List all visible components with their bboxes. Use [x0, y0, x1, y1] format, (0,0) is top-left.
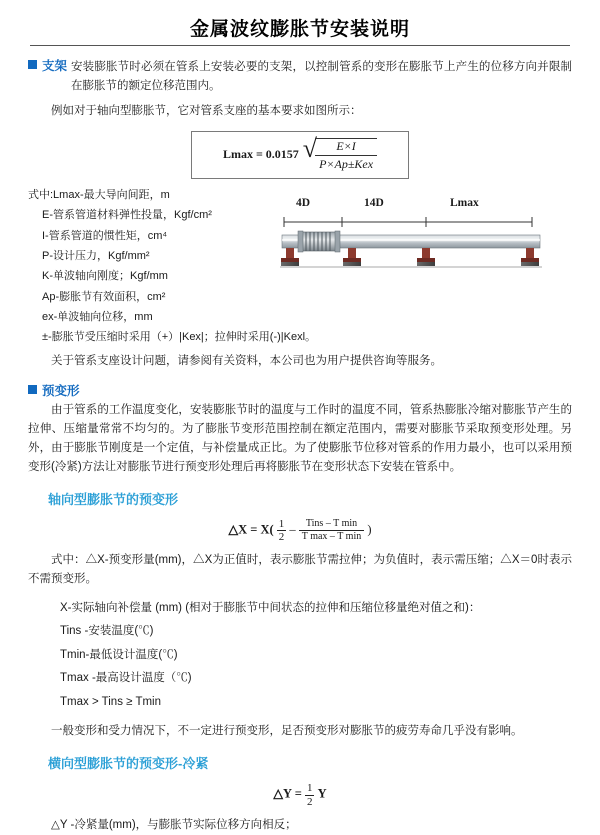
formula-temp-denominator: T max – T min	[301, 530, 362, 542]
definition-item: K-单波轴向刚度；Kgf/mm	[42, 270, 168, 283]
page-title: 金属波纹膨胀节安装说明	[189, 19, 410, 40]
symbol-item: Tmax -最高设计温度（℃)	[60, 672, 192, 685]
section-predeform-paragraph: 由于管系的工作温度变化，安装膨胀节时的温度与工作时的温度不同，管系热膨胀冷缩对膨胀节产生的拉伸、压缩量常常不均匀的。为了膨胀节变形范围控制在额定范围内，需要对膨胀节采取预变形处理。另外，由于膨胀节刚度是一个定值，与补偿量成正比。为了使膨胀节位移对管系的作用力最小，也可以采用预变形(冷紧)方法让对膨胀节进行预变形处理后再将膨胀节在变形状态下安装在管系中。	[28, 403, 572, 473]
formula-temp-fraction	[299, 518, 364, 542]
document-page	[0, 14, 600, 831]
axial-predeform-explain: 式中：△X-预变形量(mm)，△X为正值时，表示膨胀节需拉伸；为负值时，表示需压缩；△X＝0时表示不需预变形。	[28, 553, 572, 585]
section-support-paragraph2: 例如对于轴向型膨胀节，它对管系支座的基本要求如图所示：	[51, 104, 362, 117]
title-divider	[30, 45, 570, 46]
symbol-item: Tmin-最低设计温度(℃)	[60, 648, 178, 661]
definition-item: ex-单波轴向位移，mm	[42, 310, 153, 323]
lateral-predeform-explain: △Y -冷紧量(mm)，与膨胀节实际位移方向相反；	[51, 818, 297, 831]
radical-icon: √	[302, 133, 318, 163]
symbol-item: Tins -安装温度(℃)	[60, 625, 154, 638]
section-support-paragraph: 安装膨胀节时必须在管系上安装必要的支架，以控制管系的变形在膨胀节上产生的位移方向并限制在膨胀节的额定位移范围内。	[71, 61, 572, 92]
definition-item: ±-膨胀节受压缩时采用（+）|Kex|；拉伸时采用(-)|Kexl。	[42, 331, 317, 344]
formula-half	[277, 518, 287, 543]
formula-rhs: )	[367, 521, 372, 536]
symbol-item: X-实际轴向补偿量 (mm) (相对于膨胀节中间状态的拉伸和压缩位移量绝对值之和)：	[60, 601, 481, 614]
lateral-formula-rhs: Y	[317, 786, 327, 801]
definition-item: I-管系管道的惯性矩，cm⁴	[42, 229, 168, 242]
lateral-predeform-formula	[0, 782, 600, 807]
definition-item: E-管系管道材料弹性投量，Kgf/cm²	[42, 209, 212, 222]
formula-lmax	[191, 131, 409, 179]
pipe-svg	[280, 215, 542, 277]
bullet-square-icon	[28, 385, 37, 394]
axial-predeform-heading: 轴向型膨胀节的预变形	[48, 491, 179, 507]
formula-half-denominator: 2	[278, 530, 285, 543]
axial-predeform-formula	[0, 518, 600, 543]
definition-item: 式中:Lmax-最大导向间距，m	[28, 188, 170, 201]
bullet-square-icon	[28, 60, 37, 69]
definition-item: P-设计压力，Kgf/mm²	[42, 249, 150, 262]
axial-predeform-symbols	[60, 597, 572, 715]
formula-temp-numerator: Tins – T min	[299, 518, 364, 531]
dimension-label-14d: 14D	[364, 196, 384, 209]
section-support	[28, 56, 572, 96]
lateral-formula-half-numerator: 1	[306, 782, 313, 795]
formula-lmax-numerator: E×I	[315, 139, 377, 156]
formula-lmax-lead: Lmax = 0.0157	[222, 147, 299, 162]
formula-minus: –	[289, 521, 296, 536]
piping-diagram	[278, 185, 572, 348]
dimension-label-lmax: Lmax	[450, 196, 479, 209]
section-predeform-label: 预变形	[42, 383, 80, 398]
section-support-label: 支架	[42, 59, 68, 73]
pipe-illustration	[280, 215, 570, 277]
formula-half-numerator: 1	[278, 517, 285, 530]
definition-item: Ap-膨胀节有效面积，cm²	[42, 290, 166, 303]
support-note: 关于管系支座设计问题，请参阅有关资料，本公司也为用户提供咨询等服务。	[51, 354, 442, 367]
formula-lhs: △X = X(	[228, 521, 274, 536]
lateral-predeform-heading: 横向型膨胀节的预变形-冷紧	[48, 756, 209, 772]
formula-lmax-sqrt	[302, 133, 377, 172]
section-predeform-heading	[28, 381, 572, 399]
symbol-item: Tmax > Tins ≥ Tmin	[60, 695, 161, 708]
dimension-label-4d: 4D	[296, 196, 311, 209]
formula-lmax-denominator: P×Ap±Kex	[319, 156, 374, 171]
lateral-formula-lhs: △Y =	[273, 786, 302, 801]
lateral-formula-half-denominator: 2	[306, 795, 313, 808]
definitions-and-diagram	[28, 185, 572, 348]
formula-lmax-fraction	[315, 138, 377, 172]
lateral-formula-half	[305, 782, 315, 807]
diagram-dimension-labels	[282, 197, 568, 213]
axial-predeform-note: 一般变形和受力情况下，不一定进行预变形，足否预变形对膨胀节的疲劳寿命几乎没有影响。	[51, 725, 523, 738]
